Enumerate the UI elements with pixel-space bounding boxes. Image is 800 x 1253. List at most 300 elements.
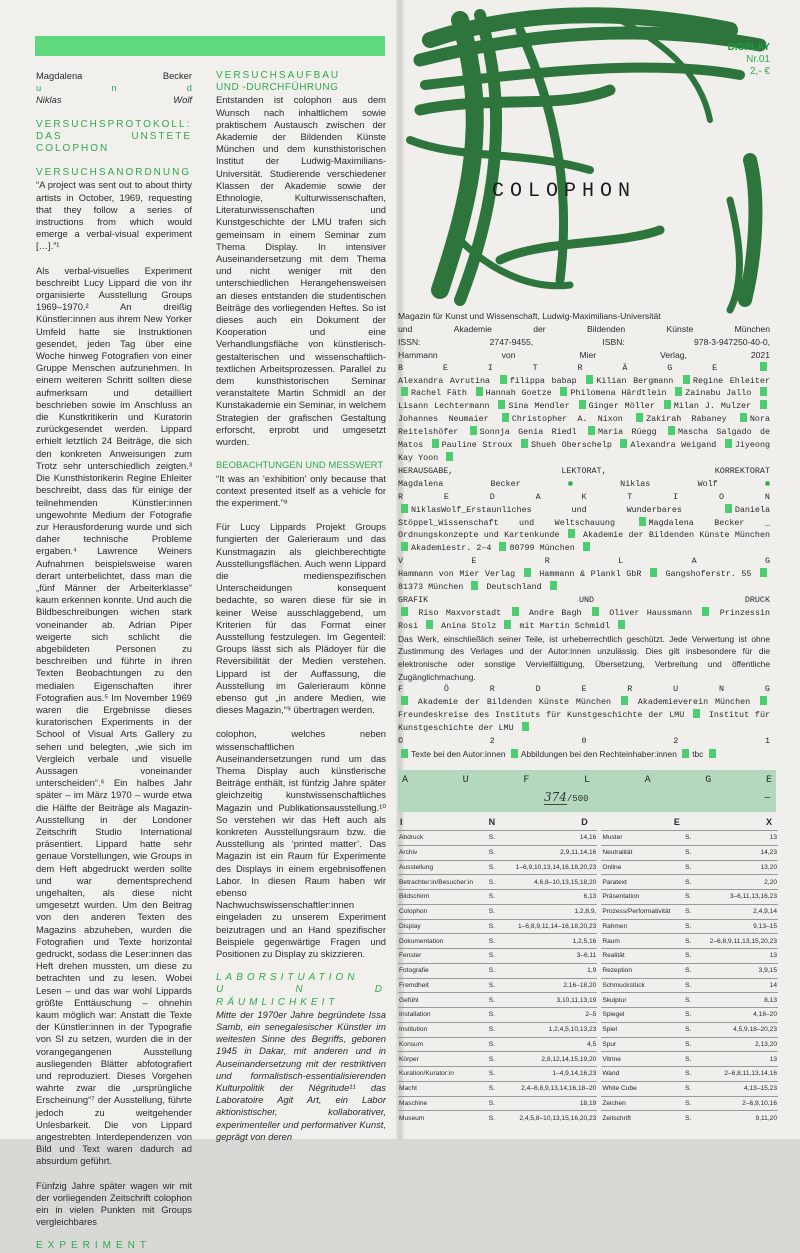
index-term: Spiel — [601, 1022, 684, 1037]
green-square-marker — [760, 400, 767, 409]
word: ■ — [567, 478, 573, 489]
green-square-marker — [401, 542, 408, 551]
beitraege-heading — [398, 362, 770, 375]
letter: N — [295, 984, 307, 996]
page-refs: 2,4,5,8–10,13,15,16,20,23 — [500, 1111, 598, 1126]
letter: G — [764, 556, 770, 567]
index-term: Fenster — [398, 949, 488, 964]
page-prefix: S. — [488, 963, 500, 978]
letter: Ö — [443, 684, 449, 695]
foerderung-text: Akademie der Bildenden Künste München Akademieverein München Freundeskreise des Instituts für Kunstgeschichte der LMU Institut für Kunstgeschichte der LMU — [398, 697, 770, 734]
redaktion-heading — [398, 491, 770, 504]
page-refs: 4,5,9,18–20,23 — [696, 1022, 778, 1037]
aufbau-body: Entstanden ist colophon aus dem Wunsch nach inhaltlichem sowie praktischem Austausch zwischen der Akademie der Bildenden Künste München und dem kunsthistorischen Institut der Ludwig-Maximilians-Universität. Studierende verschiedener Klassen der Akademie sowie der Ethnologie, Kulturwissenschaften, Literaturwissenschaften und Kunstgeschichte der LMU trafen sich gemeinsam in einem Seminar zum Thema Display. In intensiver Auseinandersetzung mit dem Thema und nicht weniger mit den unterschiedlichen Herangehensweisen an dieses entstanden die studentischen Beiträge des vorliegenden Heftes. So ist dieses auch ein Dokument der Kooperation und eine Verhandlungsfläche von künstlerisch-gestalterischen und wissenschaftlich-textlichen Arbeitsprozessen. Parallel zu dem kunsthistorischen Seminar veranstaltete Martin Schmidl an der Kunstakademie ein Seminar, in welchem Strategien der grafischen Gestaltung erforscht, erprobt und umgesetzt wurden. — [216, 94, 386, 448]
green-square-marker — [401, 696, 408, 705]
imprint-line: Magazin für Kunst und Wissenschaft, Ludwig-Maximilians-Universität — [398, 311, 661, 321]
word: 2021 — [750, 349, 770, 360]
green-square-marker — [693, 709, 700, 718]
index-row — [398, 1052, 778, 1067]
copyright-mark: © — [398, 736, 404, 747]
index-term: Prozess/Performativität — [601, 904, 684, 919]
digit: 2 — [673, 736, 679, 747]
index-term: Körper — [398, 1052, 488, 1067]
word: 2747-9455, — [489, 336, 534, 347]
green-square-marker — [401, 504, 408, 513]
index-term: Muster — [601, 831, 684, 846]
index-row — [398, 860, 778, 875]
letter: I — [673, 491, 679, 502]
index-section — [398, 817, 778, 1126]
masthead — [728, 42, 770, 78]
index-term: Wand — [601, 1067, 684, 1082]
green-square-marker — [524, 568, 531, 577]
green-square-marker — [760, 568, 767, 577]
credits-text: Texte bei den Autor:innen Abbildungen bei den Rechteinhaber:innen tbc — [398, 748, 770, 761]
page-refs: 9,11,20 — [696, 1111, 778, 1126]
page-refs: 4,13–15,23 — [696, 1081, 778, 1096]
page-refs: 4,18–20 — [696, 1008, 778, 1023]
index-term: Online — [601, 860, 684, 875]
letter: N — [488, 817, 496, 827]
page-refs: 1,2,8,9, — [500, 904, 598, 919]
word: ISBN: — [602, 336, 625, 347]
page-refs: 2–5 — [500, 1008, 598, 1023]
page-refs: 2–6,9,10,16 — [696, 1096, 778, 1111]
index-term: Vitrine — [601, 1052, 684, 1067]
auflage-heading — [402, 775, 772, 786]
green-square-marker — [401, 749, 408, 758]
body-text: Als verbal-visuelles Experiment beschreibt Lucy Lippard die von ihr organisierte Ausstellung Groups 1969–1970.² An dreißig Künstler:innen aus ihrem New Yorker Umfeld hatte sie Instruktionen gesendet, jeden Tag über eine Woche hinweg Fotografien von einer Gruppe Menschen aufzunehmen. In einem weiteren Schritt sollten diese aufmerksam und detailliert beschrieben sowie im Anschluss an die Kunstkritikerin und Kuratorin zurückgesendet werden. Lippard erhielt letztlich 24 Beiträge, die sich den konkreten Anweisungen zum Trotz sehr unterschiedlich zeigten.³ Die Kunsthistorikerin Regine Ehleiter beschreibt, dass das für einige der teilnehmenden Künstler:innen ungewohnte Medium der Fotografie zur Herausforderung wurde und sich daher technische Probleme ergaben.⁴ Lawrence Weiners Aufnahmen beispielsweise waren derart unterbelichtet, dass man die „fünf Männer der Arbeiterklasse“ kaum erkennen konnte. Und auch die Bildbeschreibungen wichen stark voneinander ab. Adrian Piper weigerte sich schlicht die abgebildeten Personen zu beschreiben und führte in ihren Texten Beobachtungen zu den medialen Eigenschaften ihrer Fotografien aus.⁵ Im November 1969 waren die Ergebnisse dieses kuratorischen Experiments in der School of Visual Arts Gallery zu sehen und belegten, „wie sich im Vergleich verbale und visuelle Aussagen voneinander unterscheiden“.⁶ Ein halbes Jahr später – im März 1970 – wurde etwa die Hälfte der Beiträge als Magazin-Ausstellung in der Londoner Zeitschrift Studio International präsentiert. Lippard hatte sehr genaue Vorstellungen, wie Groups in dem Heft abgedruckt werden sollte und war dementsprechend ungehalten, als diese nicht umgesetzt wurden. Um den Beitrag von den anderen Texten des Magazins abzuheben, wurden die Fotografien und Texte horizontal gedruckt, sodass die Leser:innen das Heft drehen mussten, um diese zu betrachten und zu lesen. Wobei Lesen – und das war wohl Lippards größte Enttäuschung – ohnehin kaum möglich war: Anstatt die Texte der Künstler:innen in der Typografie von SI zu setzen, wurden die in der vorangegangenen Ausstellung ausliegenden Blätter abfotografiert und reproduziert. Dieses Vorgehen wahrte zwar die „ursprüngliche Erscheinung“⁷ der Ausstellung, führte jedoch zu weitgehender Unlesbarkeit. Die von Lippard angestrebten Interdependenzen von Bild und Text waren dadurch ad absurdum geführt. — [36, 264, 192, 1167]
masthead-title: DISPLAY — [727, 42, 770, 53]
beob-body: Für Lucy Lippards Projekt Groups fungierten der Galerieraum und das Kunstmagazin als gleichberechtigte Ausstellungsflächen. Auch wenn Lippard die medienspezifischen Unterscheidungen konsequent bedachte, so waren diese für sie in keiner Weise ausschlaggebend, um Kriterien für das Format einer Ausstellung festzulegen. Im Gegenteil: Groups lässt sich als Plädoyer für die Reversibilität der Medien verstehen. Lippard ist der Auffassung, die Ausstellung im Galerieraum könne ebenso gut „in andere Medien, wie dieses Magazin,“⁹ übertragen werden. — [216, 521, 386, 716]
page-prefix: S. — [488, 1067, 500, 1082]
herausgabe-line — [398, 465, 770, 478]
green-square-marker — [618, 620, 625, 629]
index-term: Archiv — [398, 845, 488, 860]
editors-line — [398, 478, 770, 491]
page-prefix: S. — [488, 831, 500, 846]
page-prefix: S. — [684, 1008, 696, 1023]
letter: A — [691, 556, 697, 567]
green-square-marker — [583, 542, 590, 551]
word: Bildenden — [586, 323, 626, 334]
letter: X — [765, 817, 772, 827]
authors-line-2 — [36, 82, 192, 94]
issue-number: Nr.01 — [746, 54, 770, 65]
word: LEKTORAT, — [561, 465, 607, 476]
heading-line: RÄUMLICHKEIT — [216, 996, 339, 1008]
auflage-dash: – — [764, 792, 770, 803]
letter: T — [532, 362, 538, 373]
word: Akademie — [453, 323, 492, 334]
authors-line-1 — [36, 70, 192, 82]
word: der — [533, 323, 546, 334]
page-refs: 4,5 — [500, 1037, 598, 1052]
page-refs: 8,13 — [696, 993, 778, 1008]
imprint-block — [398, 310, 770, 761]
letter: Ä — [622, 362, 628, 373]
page-refs: 1,2,5,16 — [500, 934, 598, 949]
green-square-marker — [521, 439, 528, 448]
letter: E — [443, 491, 449, 502]
page-refs: 14 — [696, 978, 778, 993]
letter: E — [712, 362, 718, 373]
letter: F — [523, 775, 530, 786]
index-term: Neutralität — [601, 845, 684, 860]
letter: G — [705, 775, 712, 786]
letter: N — [764, 491, 770, 502]
letter: E — [765, 775, 772, 786]
page-refs: 2,4–6,8,9,13,14,16,18–20 — [500, 1081, 598, 1096]
body-text: Fünfzig Jahre später wagen wir mit der vorliegenden Zeitschrift colophon ein in vielen Punkten mit Groups vergleichbares — [36, 1179, 192, 1228]
index-term: White Cube — [601, 1081, 684, 1096]
green-square-marker — [471, 581, 478, 590]
green-square-marker — [620, 439, 627, 448]
green-square-marker — [401, 607, 408, 616]
green-square-marker — [446, 452, 453, 461]
index-row — [398, 831, 778, 846]
page-prefix: S. — [684, 993, 696, 1008]
foerderung-heading — [398, 683, 770, 696]
index-term: Abdruck — [398, 831, 488, 846]
page-refs: 14,23 — [696, 845, 778, 860]
protokoll-title — [36, 119, 192, 156]
word: und — [398, 323, 413, 334]
page-prefix: S. — [488, 919, 500, 934]
page-refs: 6,13 — [500, 890, 598, 905]
green-square-marker — [639, 517, 646, 526]
word: UND — [578, 594, 595, 605]
green-square-marker — [432, 439, 439, 448]
page-prefix: S. — [684, 1037, 696, 1052]
page-refs: 13,20 — [696, 860, 778, 875]
page-refs: 2–6,8,9,11,13,15,20,23 — [696, 934, 778, 949]
green-header-bar — [35, 36, 385, 56]
publisher-line — [398, 349, 770, 362]
green-square-marker — [709, 749, 716, 758]
index-term: Betrachter:in/Besucher:in — [398, 875, 488, 890]
letter: D — [489, 491, 495, 502]
page-refs: 1–4,9,14,16,23 — [500, 1067, 598, 1082]
index-term: Bildschirm — [398, 890, 488, 905]
letter: I — [400, 817, 403, 827]
word: von — [501, 349, 516, 360]
left-column — [36, 70, 192, 1253]
page-prefix: S. — [684, 1022, 696, 1037]
contributors-list: Alexandra Avrutina filippa babap Kilian Bergmann Regine Ehleiter Rachel Fäth Hannah Goetze Philomena Härdtlein Zainabu Jallo Lisann Lechtermann Sina Mendler Ginger Möller Milan J. Mulzer Johannes Neumaier Christopher A. Nixon Zakirah Rabaney Nora Reitelshöfer Sonnja Genia Riedl Maria Rüegg Mascha Salgado de Matos Pauline Stroux Shueh Oberschelp Alexandra Weigand Jiyeong Kay Yoon — [398, 375, 771, 463]
index-row — [398, 890, 778, 905]
green-square-marker — [683, 375, 690, 384]
letter: E — [581, 684, 587, 695]
author-last-name: Becker — [162, 70, 192, 81]
page-prefix: S. — [684, 1111, 696, 1126]
index-term: Fotografie — [398, 963, 488, 978]
index-term: Rezeption — [601, 963, 684, 978]
page-prefix: S. — [684, 875, 696, 890]
green-square-marker — [498, 400, 505, 409]
anordnung-heading: VERSUCHSANORDNUNG — [36, 167, 192, 179]
page-prefix: S. — [684, 1096, 696, 1111]
word: KORREKTORAT — [714, 465, 770, 476]
index-term: Macht — [398, 1081, 488, 1096]
page-refs: 13 — [696, 1052, 778, 1067]
labor-body: Mitte der 1970er Jahre begründete Issa Samb, ein senegalesischer Künstler im weitesten Sinne des Begriffs, geboren 1945 in Dakar, mit anderen und in Auseinandersetzung mit der restriktiven und formalistisch-essentialisierenden Kulturpolitik der Négritude¹¹ das Laboratoire Agit Art, ein Labor aktionistischer, kollaborativer, experimenteller und performativer Kunst, geprägt von deren — [216, 1008, 386, 1142]
druck-text: Riso Maxvorstadt Andre Bagh Oliver Haussmann Prinzessin Rosi Anina Stolz mit Martin Schmidl — [398, 607, 771, 631]
index-term: Colophon — [398, 904, 488, 919]
letter: G — [667, 362, 673, 373]
green-square-marker — [682, 749, 689, 758]
beob-quote: “It was an ‘exhibition’ only because that context presented itself as a vehicle for the experiment.”⁸ — [216, 472, 386, 508]
digit: 1 — [764, 736, 770, 747]
green-square-marker — [426, 620, 433, 629]
druck-heading — [398, 594, 770, 607]
index-term: Kuration/Kurator:in — [398, 1067, 488, 1082]
author-first-name: Magdalena — [36, 70, 83, 81]
page-prefix: S. — [488, 934, 500, 949]
page-refs: 2,20 — [696, 875, 778, 890]
page-refs: 1–6,8,9,11,14–16,18,20,23 — [500, 919, 598, 934]
beob-heading: BEOBACHTUNGEN UND MESSWERT — [216, 460, 384, 472]
page-prefix: S. — [488, 1081, 500, 1096]
page-refs: 13 — [696, 949, 778, 964]
word: Mier — [579, 349, 597, 360]
page-prefix: S. — [684, 904, 696, 919]
page-refs: 3,10,11,13,19 — [500, 993, 598, 1008]
letter: R — [577, 362, 583, 373]
letter: U — [462, 775, 469, 786]
page-prefix: S. — [684, 949, 696, 964]
page-prefix: S. — [488, 845, 500, 860]
page-prefix: S. — [488, 949, 500, 964]
green-square-marker — [476, 387, 483, 396]
page-refs: 3–6,11,13,16,23 — [696, 890, 778, 905]
letter: U — [216, 984, 228, 996]
index-term: Zeichen — [601, 1096, 684, 1111]
page-refs: 3,9,15 — [696, 963, 778, 978]
index-term: Installation — [398, 1008, 488, 1023]
digit: 2 — [489, 736, 495, 747]
page-prefix: S. — [684, 963, 696, 978]
word: ■ — [764, 478, 770, 489]
page-refs: 1–6,9,10,13,14,16,18,20,23 — [500, 860, 598, 875]
issn-line — [398, 336, 770, 349]
green-square-marker — [725, 439, 732, 448]
page-prefix: S. — [684, 890, 696, 905]
letter: I — [487, 362, 493, 373]
page-prefix: S. — [488, 890, 500, 905]
index-term: Spiegel — [601, 1008, 684, 1023]
page-prefix: S. — [488, 1111, 500, 1126]
page-refs: 1,9 — [500, 963, 598, 978]
edition-total: /500 — [566, 794, 589, 804]
authors-line-3 — [36, 94, 192, 106]
word: Magdalena — [398, 478, 444, 489]
index-row — [398, 919, 778, 934]
title-line: DAS UNSTETE COLOPHON — [36, 130, 192, 155]
letter: A — [402, 775, 409, 786]
letter: R — [489, 684, 495, 695]
page-prefix: S. — [684, 845, 696, 860]
index-term: Institution — [398, 1022, 488, 1037]
page-prefix: S. — [488, 1037, 500, 1052]
price: 2,- € — [749, 66, 770, 77]
page-prefix: S. — [488, 1052, 500, 1067]
experiment-heading: EXPERIMENT — [36, 1240, 152, 1252]
letter: A — [644, 775, 651, 786]
index-row — [398, 1022, 778, 1037]
imprint-subtitle — [398, 310, 770, 362]
green-square-marker — [579, 400, 586, 409]
lippard-quote: “A project was sent out to about thirty artists in October, 1969, requesting that they follow a series of instructions from which would emerge a verbal-visual experiment […].”¹ — [36, 179, 192, 252]
index-row — [398, 963, 778, 978]
green-square-marker — [401, 387, 408, 396]
letter: R — [627, 684, 633, 695]
letter: R — [544, 556, 550, 567]
letter: u — [36, 82, 42, 94]
page-prefix: S. — [488, 860, 500, 875]
word: Verlag, — [660, 349, 687, 360]
word: München — [734, 323, 770, 334]
index-term: Realität — [601, 949, 684, 964]
word: Niklas — [620, 478, 651, 489]
letter: K — [581, 491, 587, 502]
letter: B — [398, 362, 404, 373]
magazine-title: COLOPHON — [492, 180, 637, 203]
index-term: Ausstellung — [398, 860, 488, 875]
letter: E — [471, 556, 477, 567]
green-square-marker — [675, 387, 682, 396]
page-prefix: S. — [488, 978, 500, 993]
letter: E — [673, 817, 680, 827]
labor-heading — [216, 972, 386, 1009]
green-square-marker — [588, 426, 595, 435]
green-square-marker — [664, 400, 671, 409]
green-square-marker — [511, 749, 518, 758]
green-square-marker — [592, 607, 599, 616]
index-term: Präsentation — [601, 890, 684, 905]
green-square-marker — [502, 413, 509, 422]
page-prefix: S. — [684, 1081, 696, 1096]
page-prefix: S. — [684, 978, 696, 993]
index-row — [398, 978, 778, 993]
page-prefix: S. — [488, 1022, 500, 1037]
green-square-marker — [550, 581, 557, 590]
index-term: Spur — [601, 1037, 684, 1052]
page-prefix: S. — [684, 919, 696, 934]
word: Wolf — [697, 478, 718, 489]
index-row — [398, 1081, 778, 1096]
index-row — [398, 904, 778, 919]
index-row — [398, 949, 778, 964]
rights-text: Das Werk, einschließlich seiner Teile, ist urheberrechtlich geschützt. Jede Verwertung ist ohne Zustimmung des Verlages und der Autor:innen unzulässig. Dies gilt insbesondere für die elektronische oder sonstige Vervielfältigung, Übersetzung, Verbreitung und öffentliche Zugänglichmachung. — [398, 633, 770, 682]
letter: D — [535, 684, 541, 695]
letter: n — [111, 82, 117, 94]
letter: U — [673, 684, 679, 695]
green-square-marker — [702, 607, 709, 616]
index-term: Zeitschrift — [601, 1111, 684, 1126]
green-square-marker — [621, 696, 628, 705]
title-line: VERSUCHSPROTOKOLL: — [36, 118, 192, 130]
word: GRAFIK — [398, 594, 429, 605]
page-refs: 14,16 — [500, 831, 598, 846]
index-term: Konsum — [398, 1037, 488, 1052]
index-term: Paratext — [601, 875, 684, 890]
letter: R — [398, 491, 404, 502]
index-row — [398, 1008, 778, 1023]
handwritten-count: 374 — [544, 790, 567, 804]
index-row — [398, 934, 778, 949]
green-square-marker — [470, 426, 477, 435]
word: DRUCK — [744, 594, 770, 605]
page-refs: 4,6,8–10,13,15,18,20 — [500, 875, 598, 890]
letter: L — [618, 556, 624, 567]
page-prefix: S. — [684, 1052, 696, 1067]
word: Künste — [666, 323, 694, 334]
aufbau-heading — [216, 70, 386, 94]
page-prefix: S. — [684, 831, 696, 846]
heading-line: UND -DURCHFÜHRUNG — [216, 82, 339, 94]
green-square-marker — [760, 387, 767, 396]
page-refs: 1,2,4,5,10,13,23 — [500, 1022, 598, 1037]
page-refs: 18,19 — [500, 1096, 598, 1111]
page-refs: 13 — [696, 831, 778, 846]
green-square-marker — [586, 375, 593, 384]
green-square-marker — [760, 696, 767, 705]
index-term: Rahmen — [601, 919, 684, 934]
page-refs: 3–6,11 — [500, 949, 598, 964]
letter: d — [186, 82, 192, 94]
letter: L — [583, 775, 590, 786]
page-prefix: S. — [488, 1096, 500, 1111]
page-refs: 2–6,8,11,13,14,16 — [696, 1067, 778, 1082]
page-refs: 2,13,20 — [696, 1037, 778, 1052]
page-refs: 2,4,9,14 — [696, 904, 778, 919]
green-square-marker — [500, 375, 507, 384]
green-square-marker — [568, 529, 575, 538]
page-prefix: S. — [488, 1008, 500, 1023]
index-term: Raum — [601, 934, 684, 949]
index-term: Skulptur — [601, 993, 684, 1008]
beob-body: colophon, welches neben wissenschaftlichen Auseinandersetzungen rund um das Thema Display auch künstlerische Beiträge enthält, ist fünfzig Jahre später gleichzeitig kunstwissenschaftliches Magazin und Publikationsausstellung.¹⁰ So verstehen wir das Heft auch als konkreten Ausstellungsraum bzw. die Ausstellung als ‘printed matter’. Das Magazin ist ein Raum für Experimente des Displays in einem ergebnisoffenen Labor. In diesen Raum haben wir ebenso Nachwuchswissenschaftler:innen eingeladen zu unserem Experiment beizutragen und an Hand spezifischer Beispiele gegenwärtige Fragen und Positionen zu Display zu skizzieren. — [216, 728, 386, 960]
green-square-marker — [725, 504, 732, 513]
index-term: Schmuckstück — [601, 978, 684, 993]
heading-line: LABORSITUATION — [216, 972, 359, 984]
green-square-marker — [650, 568, 657, 577]
letter: G — [764, 684, 770, 695]
index-term: Gefühl — [398, 993, 488, 1008]
green-square-marker — [504, 620, 511, 629]
letter: D — [581, 817, 588, 827]
page-prefix: S. — [684, 860, 696, 875]
letter: A — [535, 491, 541, 502]
index-row — [398, 875, 778, 890]
green-square-marker — [740, 413, 747, 422]
page-refs: 2,8,12,14,15,19,20 — [500, 1052, 598, 1067]
green-square-marker — [499, 542, 506, 551]
index-heading — [398, 817, 778, 830]
index-row — [398, 1037, 778, 1052]
green-square-marker — [512, 607, 519, 616]
word: 978-3-947250-40-0, — [694, 336, 770, 347]
letter: E — [442, 362, 448, 373]
word: Hammann — [398, 349, 438, 360]
heading-line: VERSUCHSAUFBAU — [216, 70, 341, 81]
page-prefix: S. — [488, 875, 500, 890]
index-term: Display — [398, 919, 488, 934]
green-square-marker — [560, 387, 567, 396]
year-line — [398, 735, 770, 748]
word: Becker — [490, 478, 521, 489]
